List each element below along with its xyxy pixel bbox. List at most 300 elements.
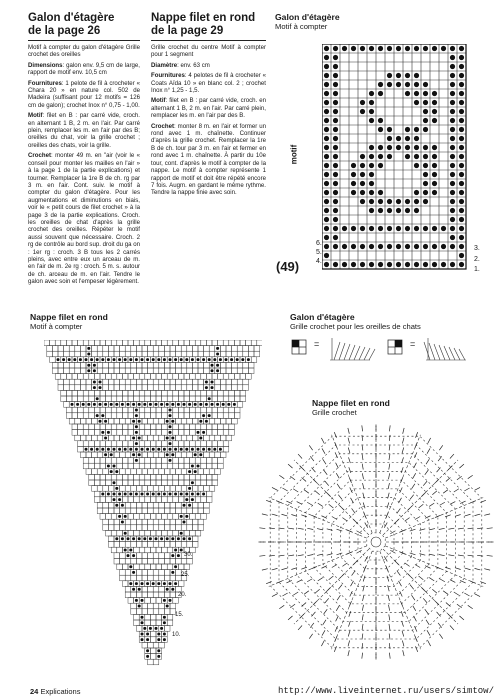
- ears-title: Galon d'étagère: [290, 312, 355, 322]
- nappe-dot: [197, 431, 200, 434]
- nappe-dot: [101, 431, 104, 434]
- round-stitch: [387, 503, 389, 509]
- round-stitch: [410, 529, 416, 531]
- nappe-dot: [183, 521, 186, 524]
- nappe-row-label: 30.: [184, 552, 193, 558]
- round-stitch: [389, 464, 390, 470]
- round-stitch: [349, 467, 351, 473]
- round-stitch: [423, 481, 427, 486]
- galon-dot: [423, 244, 428, 249]
- nappe-dot: [166, 437, 169, 440]
- galon-dot: [369, 145, 374, 150]
- nappe-dot: [138, 588, 141, 591]
- nappe-dot: [143, 403, 146, 406]
- galon-dot: [450, 91, 455, 96]
- round-stitch: [304, 490, 309, 494]
- ear-filled-cell: [292, 340, 299, 347]
- ears-subtitle: Grille crochet pour les oreilles de chats: [290, 322, 421, 331]
- round-stitch: [336, 606, 339, 611]
- nappe-dot: [146, 638, 149, 641]
- nappe-dot: [129, 493, 132, 496]
- nappe-row-label: 20.: [178, 592, 187, 598]
- galon-dot: [441, 244, 446, 249]
- galon-instructions: [28, 12, 140, 289]
- round-stitch: [323, 620, 326, 625]
- nappe-dot: [169, 582, 172, 585]
- round-title: Nappe filet en rond: [312, 398, 390, 408]
- round-stitch: [259, 555, 265, 556]
- nappe-chart-header: [30, 312, 108, 331]
- round-stitch: [318, 503, 323, 506]
- nappe-dot: [101, 493, 104, 496]
- galon-dot: [423, 82, 428, 87]
- nappe-dot: [199, 403, 202, 406]
- galon-dot: [333, 208, 338, 213]
- nappe-dot: [183, 537, 186, 540]
- galon-dot: [450, 208, 455, 213]
- nappe-diametre: Diamètre: env. 63 cm: [151, 61, 210, 69]
- galon-subtitle: de la page 26: [28, 25, 140, 41]
- round-stitch: [401, 611, 403, 617]
- galon-dot: [450, 64, 455, 69]
- nappe-dot: [191, 493, 194, 496]
- galon-dot: [459, 190, 464, 195]
- nappe-dot: [166, 588, 169, 591]
- galon-dot: [333, 145, 338, 150]
- nappe-dot: [115, 537, 118, 540]
- round-stitch: [464, 593, 469, 596]
- round-stitch: [388, 473, 389, 479]
- round-stitch: [458, 528, 464, 529]
- galon-dot: [450, 262, 455, 267]
- round-svg: [254, 420, 498, 666]
- nappe-dot: [166, 605, 169, 608]
- nappe-dot: [163, 638, 166, 641]
- round-stitch: [426, 620, 429, 625]
- round-stitch: [329, 576, 334, 580]
- nappe-dot: [174, 565, 177, 568]
- nappe-dot: [96, 358, 99, 361]
- round-stitch: [416, 432, 418, 438]
- nappe-dot: [222, 403, 225, 406]
- galon-dot: [459, 136, 464, 141]
- round-stitch: [362, 624, 363, 630]
- round-stitch: [484, 514, 490, 515]
- galon-dot: [414, 100, 419, 105]
- nappe-dot: [113, 465, 116, 468]
- galon-dot: [333, 55, 338, 60]
- galon-dot: [333, 109, 338, 114]
- round-stitch: [389, 435, 390, 441]
- galon-dot: [324, 235, 329, 240]
- nappe-dot: [213, 448, 216, 451]
- nappe-dot: [135, 442, 138, 445]
- round-stitch: [348, 447, 350, 453]
- nappe-dot: [169, 493, 172, 496]
- nappe-dot: [191, 481, 194, 484]
- nappe-dot: [146, 633, 149, 636]
- nappe-dot: [138, 403, 141, 406]
- galon-dot: [459, 217, 464, 222]
- galon-dot: [324, 253, 329, 258]
- round-stitch: [304, 591, 309, 595]
- nappe-dot: [174, 358, 177, 361]
- round-stitch: [448, 555, 454, 556]
- nappe-dot: [227, 403, 230, 406]
- nappe-dot: [197, 465, 200, 468]
- round-stitch: [307, 502, 312, 505]
- nappe-dot: [129, 448, 132, 451]
- nappe-dot: [233, 403, 236, 406]
- round-stitch: [419, 576, 424, 580]
- round-stitch: [327, 493, 331, 497]
- round-stitch: [325, 598, 329, 603]
- round-lines: [259, 425, 494, 660]
- round-stitch: [342, 563, 347, 567]
- round-stitch: [362, 445, 363, 451]
- nappe-dot: [124, 532, 127, 535]
- nappe-dot: [68, 358, 71, 361]
- round-stitch: [440, 579, 445, 582]
- galon-dot: [396, 136, 401, 141]
- nappe-dot: [129, 549, 132, 552]
- nappe-dot: [194, 453, 197, 456]
- galon-dot: [432, 163, 437, 168]
- galon-dot: [396, 226, 401, 231]
- galon-dot: [396, 73, 401, 78]
- galon-dot: [387, 244, 392, 249]
- nappe-dot: [132, 588, 135, 591]
- nappe-dot: [85, 358, 88, 361]
- round-stitch: [307, 528, 313, 529]
- galon-dot: [378, 190, 383, 195]
- galon-dot: [324, 244, 329, 249]
- round-stitch: [389, 454, 390, 460]
- nappe-dot: [191, 448, 194, 451]
- round-stitch: [290, 476, 295, 480]
- round-stitch: [455, 568, 461, 570]
- nappe-dot: [73, 358, 76, 361]
- nappe-dot: [171, 437, 174, 440]
- galon-dot: [387, 46, 392, 51]
- nappe-dot: [135, 358, 138, 361]
- nappe-dot: [118, 493, 121, 496]
- galon-row-label: 2.: [474, 256, 480, 263]
- nappe-dot: [141, 616, 144, 619]
- round-stitch: [310, 456, 314, 461]
- nappe-dot: [101, 358, 104, 361]
- round-stitch: [336, 473, 339, 478]
- galon-dot: [324, 190, 329, 195]
- galon-dot: [432, 226, 437, 231]
- round-stitch: [487, 555, 493, 556]
- round-stitch: [423, 598, 427, 603]
- galon-dot: [360, 109, 365, 114]
- round-stitch: [432, 491, 437, 495]
- galon-dot: [333, 46, 338, 51]
- round-stitch: [403, 650, 404, 656]
- galon-dot: [324, 163, 329, 168]
- nappe-grid-lines: [44, 340, 262, 665]
- nappe-dot: [197, 358, 200, 361]
- galon-motif: Motif: filet en B : par carré vide, croch. en alternant 1 B, 2 m. en l'air. Par carré plein, remplacer les m. en l'air par des B; oreilles du chat, voir la grille crochet ; oreilles des chats, voir la grille.: [28, 112, 140, 149]
- galon-dot: [459, 82, 464, 87]
- round-stitch: [443, 591, 448, 595]
- galon-dot: [378, 208, 383, 213]
- galon-dot: [414, 82, 419, 87]
- galon-dot: [459, 163, 464, 168]
- nappe-dot: [141, 358, 144, 361]
- nappe-dot: [180, 532, 183, 535]
- galon-dot: [324, 181, 329, 186]
- nappe-dot: [194, 470, 197, 473]
- nappe-dot: [188, 537, 191, 540]
- nappe-dot: [180, 448, 183, 451]
- round-stitch: [480, 582, 486, 584]
- galon-dot: [423, 46, 428, 51]
- nappe-dot: [180, 515, 183, 518]
- round-stitch: [348, 438, 350, 444]
- galon-dot: [414, 145, 419, 150]
- nappe-dot: [188, 487, 191, 490]
- round-stitch: [348, 457, 350, 463]
- page-footer: [30, 687, 80, 696]
- galon-dot: [414, 127, 419, 132]
- round-stitch: [348, 631, 350, 637]
- nappe-instructions: [151, 12, 266, 200]
- nappe-row-label: 25.: [181, 572, 190, 578]
- galon-row-label: 1.: [474, 266, 480, 273]
- round-stitch: [432, 589, 437, 593]
- galon-dot: [459, 172, 464, 177]
- round-stitch: [272, 514, 278, 516]
- galon-dot: [432, 91, 437, 96]
- round-stitch: [325, 481, 329, 486]
- nappe-dot: [121, 504, 124, 507]
- nappe-dot: [183, 504, 186, 507]
- round-header: [312, 398, 390, 417]
- round-stitch: [323, 459, 326, 464]
- nappe-dot: [79, 358, 82, 361]
- nappe-dot: [174, 493, 177, 496]
- nappe-dot: [205, 386, 208, 389]
- nappe-dot: [216, 347, 219, 350]
- nappe-dot: [180, 493, 183, 496]
- nappe-dot: [113, 481, 116, 484]
- galon-crochet: Crochet: monter 49 m. en "air (voir le « conseil pour monter les mailles en l'air » à la page 1 de la partie explications) et tourner. Remplacer la 1re B de ch. rg par 3 m. en l'air. Cont. suiv. le motif à compter du galon d'étagère. Pour les augmentations et diminutions en biais, voir le « petit cours de filet crochet » à la page 3 de la partie explications. Croch. les oreilles de chat d'après la grille crochet des oreilles. Répéter le motif aussi souvent que nécessaire. Croch. 2 rg de contrôle au bord sup. droit du ga on : 1er rg : croch. 3 B tous les 2 carrés pleins, avec entre eux un arceau de m. en l'air de m. 2e rg : croch. 5 m. s. autour de ch. arceau de m. en l'air. Tendre le galon avec soin et l'empeser légèrement.: [28, 152, 140, 286]
- round-stitch: [362, 425, 363, 431]
- nappe-dot: [199, 453, 202, 456]
- galon-dot: [378, 145, 383, 150]
- round-stitch: [405, 563, 410, 567]
- nappe-dot: [132, 453, 135, 456]
- round-stitch: [351, 581, 354, 586]
- round-stitch: [348, 650, 349, 656]
- nappe-dot: [205, 420, 208, 423]
- round-stitch: [327, 554, 333, 556]
- round-stitch: [298, 555, 304, 556]
- round-stitch: [364, 512, 366, 518]
- round-stitch: [445, 567, 451, 569]
- nappe-dot: [163, 582, 166, 585]
- nappe-dot: [107, 493, 110, 496]
- galon-dot: [324, 73, 329, 78]
- galon-dot: [360, 154, 365, 159]
- nappe-dot: [93, 369, 96, 372]
- round-stitch: [288, 616, 292, 620]
- nappe-dot: [163, 621, 166, 624]
- nappe-dot: [202, 414, 205, 417]
- nappe-dot: [121, 521, 124, 524]
- round-stitch: [288, 555, 294, 556]
- galon-dot: [450, 163, 455, 168]
- galon-dot: [459, 109, 464, 114]
- nappe-dot: [199, 437, 202, 440]
- galon-dot: [414, 208, 419, 213]
- round-stitch: [362, 464, 363, 470]
- round-stitch: [349, 601, 351, 607]
- galon-dot: [450, 73, 455, 78]
- galon-dot: [405, 127, 410, 132]
- galon-dot: [423, 109, 428, 114]
- nappe-dot: [141, 448, 144, 451]
- nappe-dot: [174, 582, 177, 585]
- nappe-dot: [211, 364, 214, 367]
- galon-dot: [459, 226, 464, 231]
- round-stitch: [425, 516, 430, 519]
- round-spoke: [332, 551, 373, 649]
- round-stitch: [365, 556, 368, 561]
- galon-dot: [369, 244, 374, 249]
- round-stitch: [307, 579, 312, 582]
- galon-dot: [360, 163, 365, 168]
- galon-dot: [369, 190, 374, 195]
- round-stitch: [335, 626, 337, 631]
- nappe-dot: [180, 358, 183, 361]
- nappe-dot: [185, 448, 188, 451]
- nappe-dot: [99, 403, 102, 406]
- galon-dot: [459, 262, 464, 267]
- round-stitch: [288, 528, 294, 529]
- nappe-dot: [166, 537, 169, 540]
- nappe-dot: [230, 358, 233, 361]
- galon-dot: [369, 100, 374, 105]
- round-stitch: [311, 612, 315, 617]
- galon-dot: [414, 190, 419, 195]
- nappe-dot: [169, 358, 172, 361]
- ear-filled-cell: [395, 340, 402, 347]
- round-spoke: [380, 551, 421, 649]
- round-stitch: [298, 528, 304, 529]
- round-subtitle: Grille crochet: [312, 408, 357, 417]
- nappe-dot: [171, 588, 174, 591]
- galon-dot: [378, 226, 383, 231]
- round-stitch: [435, 601, 439, 605]
- galon-dot: [369, 109, 374, 114]
- nappe-dot: [146, 493, 149, 496]
- round-stitch: [389, 643, 390, 649]
- round-stitch: [446, 603, 451, 607]
- round-stitch: [435, 479, 439, 483]
- nappe-dot: [115, 403, 118, 406]
- galon-dot: [369, 172, 374, 177]
- galon-dot: [369, 91, 374, 96]
- nappe-dot: [132, 420, 135, 423]
- galon-dot: [414, 154, 419, 159]
- nappe-dot: [157, 638, 160, 641]
- galon-dot: [324, 154, 329, 159]
- nappe-dot: [90, 358, 93, 361]
- nappe-dot: [191, 358, 194, 361]
- round-stitch: [293, 489, 298, 492]
- galon-dot: [414, 226, 419, 231]
- round-stitch: [465, 514, 471, 516]
- nappe-dot: [163, 616, 166, 619]
- nappe-dot: [93, 381, 96, 384]
- round-stitch: [362, 605, 363, 611]
- galon-dot: [414, 73, 419, 78]
- nappe-dot: [124, 549, 127, 552]
- round-stitch: [400, 601, 402, 607]
- round-stitch: [340, 506, 344, 510]
- round-stitch: [279, 555, 285, 556]
- galon-dot: [387, 127, 392, 132]
- galon-dot: [405, 91, 410, 96]
- round-stitch: [300, 614, 304, 618]
- nappe-dot: [188, 504, 191, 507]
- round-stitch: [281, 568, 287, 570]
- galon-dot: [432, 172, 437, 177]
- round-stitch: [313, 601, 317, 605]
- galon-dot: [351, 163, 356, 168]
- galon-dot: [333, 118, 338, 123]
- galon-dot: [360, 181, 365, 186]
- nappe-dot: [104, 437, 107, 440]
- galon-dot: [423, 145, 428, 150]
- nappe-dot: [99, 420, 102, 423]
- galon-dot: [351, 190, 356, 195]
- round-stitch: [402, 621, 404, 627]
- galon-dot: [405, 199, 410, 204]
- nappe-dot: [110, 470, 113, 473]
- round-stitch: [313, 479, 317, 483]
- round-stitch: [301, 515, 307, 517]
- nappe-dot: [104, 420, 107, 423]
- round-stitch: [311, 468, 315, 473]
- nappe-dot: [93, 386, 96, 389]
- nappe-dot: [163, 448, 166, 451]
- round-stitch: [439, 634, 442, 639]
- galon-dot: [396, 82, 401, 87]
- round-stitch: [405, 518, 410, 522]
- galon-dot: [369, 208, 374, 213]
- galon-dot: [378, 118, 383, 123]
- galon-dot: [324, 172, 329, 177]
- galon-dot: [378, 244, 383, 249]
- galon-dot: [324, 91, 329, 96]
- nappe-dot: [132, 554, 135, 557]
- nappe-dot: [152, 582, 155, 585]
- nappe-dot: [110, 403, 113, 406]
- galon-dot: [459, 118, 464, 123]
- galon-dot: [459, 253, 464, 258]
- round-stitch: [425, 470, 429, 475]
- galon-dot: [360, 172, 365, 177]
- nappe-dot: [93, 364, 96, 367]
- round-stitch: [302, 477, 307, 481]
- galon-dot: [378, 46, 383, 51]
- round-stitch: [266, 582, 272, 584]
